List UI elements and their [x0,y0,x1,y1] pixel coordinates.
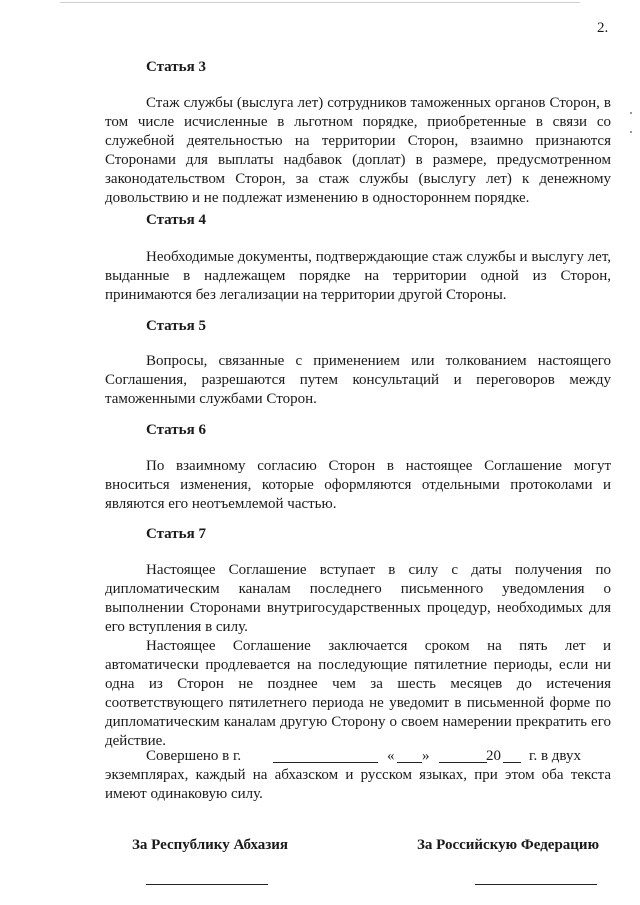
city-blank [273,750,378,763]
article-6-title: Статья 6 [146,422,206,438]
month-blank [439,750,487,763]
scan-mark-right-2 [630,131,632,133]
signature-line-russia [475,884,597,885]
year-suffix: г. в двух [529,748,581,764]
scan-mark-right-1 [630,112,632,114]
page-number: 2. [597,20,609,36]
article-3-paragraph: Стаж службы (выслуга лет) сотрудников таможенных органов Сторон, в том числе исчисленные в льготном порядке, приобретенные в связи со служебной деятельностью на территории Сторон, взаимно признаются Сторонами для выплаты надбавок (доплат) в размере, предусмотренном законодательством Сторон, за стаж службы (выслугу лет) к денежному довольствию и не подлежат изменению в одностороннем порядке. [105,95,611,206]
year-blank [503,750,521,763]
article-7-paragraph-1: Настоящее Соглашение вступает в силу с даты получения по дипломатическим каналам последнего письменного уведомления о выполнении Сторонами внутригосударственных процедур, необходимых для его вступления в силу. [105,562,611,635]
article-6-paragraph: По взаимному согласию Сторон в настоящее Соглашение могут вноситься изменения, которые оформляются отдельными протоколами и являются его неотъемлемой частью. [105,458,611,512]
done-clause [105,747,611,804]
year-prefix: 20 [486,748,501,764]
article-3-title: Статья 3 [146,59,206,75]
quote-close: » [422,748,430,764]
quote-open: « [387,748,395,764]
article-4-title: Статья 4 [146,212,206,228]
done-clause-rest: экземплярах, каждый на абхазском и русском языках, при этом оба текста имеют одинаковую силу. [105,767,611,802]
article-7-title: Статья 7 [146,526,206,542]
signature-label-abkhazia: За Республику Абхазия [132,837,289,853]
article-5-title: Статья 5 [146,318,206,334]
day-blank [397,750,422,763]
done-prefix: Совершено в г. [146,748,242,764]
article-5-paragraph: Вопросы, связанные с применением или толкованием настоящего Соглашения, разрешаются путем консультаций и переговоров между таможенными службами Сторон. [105,353,611,407]
article-7-paragraph-2: Настоящее Соглашение заключается сроком на пять лет и автоматически продлевается на последующие пятилетние периоды, если ни одна из Сторон не позднее чем за шесть месяцев до истечения соответствующего пятилетнего периода не уведомит в письменной форме по дипломатическим каналам другую Сторону о своем намерении прекратить его действие. [105,638,611,749]
signature-line-abkhazia [146,884,268,885]
article-4-paragraph: Необходимые документы, подтверждающие стаж службы и выслугу лет, выданные в надлежащем порядке на территории одной из Сторон, принимаются без легализации на территории другой Стороны. [105,249,611,303]
signature-label-russia: За Российскую Федерацию [417,837,600,853]
scan-mark-top [60,2,580,3]
